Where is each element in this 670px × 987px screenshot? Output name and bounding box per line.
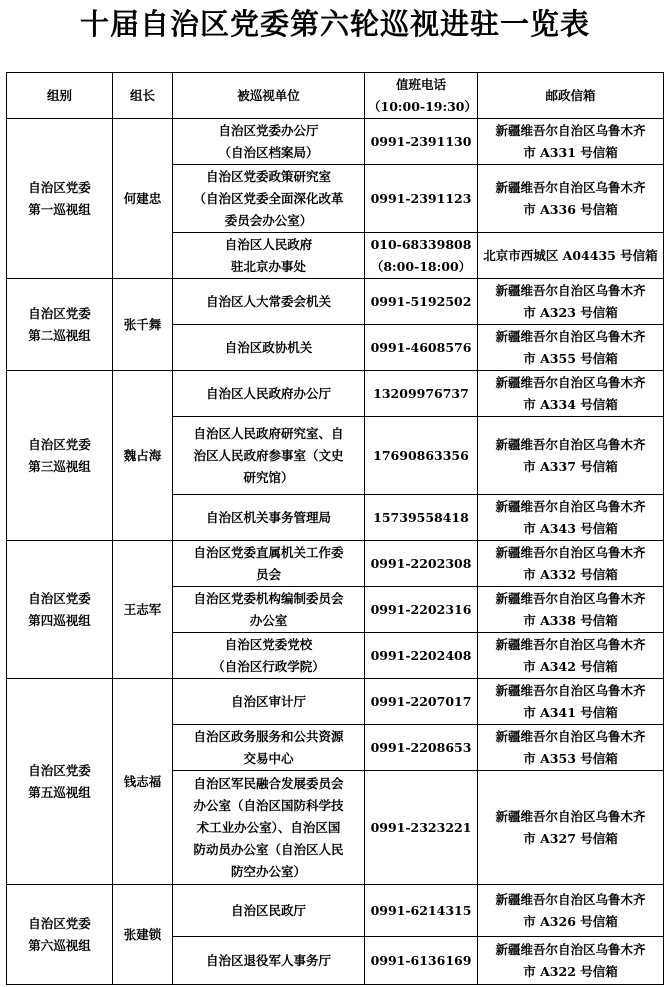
group-name-cell <box>7 541 113 679</box>
postal-box-line: 新疆维吾尔自治区乌鲁木齐 <box>495 179 646 195</box>
postal-box-cell <box>478 165 664 233</box>
postal-box-cell <box>478 233 664 279</box>
postal-box-line: 北京市西城区 A04435 号信箱 <box>483 247 658 263</box>
inspected-unit-line: 研究馆） <box>243 469 294 485</box>
inspected-unit-line: （自治区档案局） <box>218 144 319 160</box>
inspected-unit-cell <box>173 587 365 633</box>
postal-box-line: 市 A341 号信箱 <box>523 704 618 720</box>
duty-phone-line: 0991-2202308 <box>370 555 472 571</box>
postal-box-line: 市 A332 号信箱 <box>523 566 618 582</box>
group-leader-cell: 王志军 <box>113 541 173 679</box>
duty-phone-line: 0991-2391123 <box>370 190 472 206</box>
table-row <box>7 541 664 587</box>
inspected-unit-line: 自治区党委直属机关工作委 <box>193 544 344 560</box>
header-unit: 被巡视单位 <box>173 73 365 119</box>
postal-box-line: 市 A326 号信箱 <box>523 913 618 929</box>
inspected-unit-line: 自治区军民融合发展委员会 <box>193 775 344 791</box>
header-phone-label: 值班电话 <box>395 76 446 92</box>
group-name-line: 自治区党委 <box>28 305 91 321</box>
duty-phone-line: （8:00-18:00） <box>370 258 472 274</box>
duty-phone-line: 0991-4608576 <box>370 339 472 355</box>
inspected-unit-cell <box>173 633 365 679</box>
duty-phone-cell <box>365 937 478 985</box>
table-row <box>7 119 664 165</box>
inspected-unit-cell <box>173 937 365 985</box>
duty-phone-cell <box>365 325 478 371</box>
postal-box-line: 新疆维吾尔自治区乌鲁木齐 <box>495 728 646 744</box>
inspected-unit-cell <box>173 417 365 495</box>
duty-phone-line: 0991-6136169 <box>370 952 472 968</box>
group-name-line: 第一巡视组 <box>28 201 91 217</box>
postal-box-cell <box>478 279 664 325</box>
postal-box-line: 市 A322 号信箱 <box>523 963 618 979</box>
postal-box-line: 市 A353 号信箱 <box>523 750 618 766</box>
duty-phone-line: 0991-2202408 <box>370 647 472 663</box>
duty-phone-cell <box>365 587 478 633</box>
postal-box-line: 市 A343 号信箱 <box>523 520 618 536</box>
duty-phone-cell <box>365 679 478 725</box>
group-name-line: 第二巡视组 <box>28 327 91 343</box>
group-name-cell <box>7 119 113 279</box>
inspected-unit-line: 委员会办公室） <box>224 212 313 228</box>
duty-phone-line: 0991-5192502 <box>370 293 472 309</box>
duty-phone-cell <box>365 725 478 771</box>
inspected-unit-line: 自治区党委党校 <box>224 636 313 652</box>
postal-box-line: 新疆维吾尔自治区乌鲁木齐 <box>495 808 646 824</box>
duty-phone-line: 0991-2208653 <box>370 739 472 755</box>
inspected-unit-cell <box>173 495 365 541</box>
group-name-line: 自治区党委 <box>28 436 91 452</box>
group-leader-cell: 张建锁 <box>113 885 173 985</box>
duty-phone-cell <box>365 495 478 541</box>
postal-box-line: 市 A337 号信箱 <box>523 458 618 474</box>
duty-phone-cell <box>365 371 478 417</box>
postal-box-line: 新疆维吾尔自治区乌鲁木齐 <box>495 941 646 957</box>
duty-phone-cell <box>365 633 478 679</box>
inspected-unit-line: 自治区退役军人事务厅 <box>205 952 331 968</box>
postal-box-line: 市 A336 号信箱 <box>523 201 618 217</box>
inspected-unit-cell <box>173 119 365 165</box>
inspected-unit-line: 自治区政协机关 <box>224 339 313 355</box>
inspected-unit-line: 自治区人民政府研究室、自 <box>193 425 344 441</box>
inspected-unit-line: 办公室（自治区国防科学技 <box>193 797 344 813</box>
inspected-unit-cell <box>173 771 365 885</box>
inspected-unit-line: 防空办公室） <box>230 863 306 879</box>
postal-box-line: 新疆维吾尔自治区乌鲁木齐 <box>495 636 646 652</box>
postal-box-cell <box>478 679 664 725</box>
group-leader-cell: 钱志福 <box>113 679 173 885</box>
postal-box-cell <box>478 371 664 417</box>
postal-box-cell <box>478 325 664 371</box>
header-group: 组别 <box>7 73 113 119</box>
postal-box-line: 新疆维吾尔自治区乌鲁木齐 <box>495 122 646 138</box>
postal-box-cell <box>478 725 664 771</box>
group-name-cell <box>7 279 113 371</box>
group-leader-cell: 魏占海 <box>113 371 173 541</box>
group-name-line: 自治区党委 <box>28 590 91 606</box>
table-row <box>7 679 664 725</box>
duty-phone-line: 17690863356 <box>373 447 469 463</box>
postal-box-cell <box>478 937 664 985</box>
postal-box-cell <box>478 417 664 495</box>
duty-phone-line: 15739558418 <box>373 509 469 525</box>
inspected-unit-line: （自治区行政学院） <box>212 658 325 674</box>
group-name-cell <box>7 679 113 885</box>
table-body <box>7 119 664 985</box>
postal-box-line: 新疆维吾尔自治区乌鲁木齐 <box>495 590 646 606</box>
inspected-unit-line: 员会 <box>255 566 281 582</box>
duty-phone-cell <box>365 279 478 325</box>
inspected-unit-line: 术工业办公室）、自治区国 <box>196 819 341 835</box>
inspected-unit-line: 自治区党委机构编制委员会 <box>193 590 344 606</box>
postal-box-line: 新疆维吾尔自治区乌鲁木齐 <box>495 682 646 698</box>
postal-box-cell <box>478 119 664 165</box>
table-row <box>7 371 664 417</box>
inspection-table <box>6 72 664 985</box>
table-row <box>7 279 664 325</box>
postal-box-line: 新疆维吾尔自治区乌鲁木齐 <box>495 891 646 907</box>
inspected-unit-line: （自治区党委全面深化改革 <box>193 190 344 206</box>
inspected-unit-line: 交易中心 <box>243 750 294 766</box>
inspected-unit-line: 自治区审计厅 <box>230 693 306 709</box>
inspected-unit-line: 自治区人大常委会机关 <box>205 293 331 309</box>
group-name-cell <box>7 371 113 541</box>
inspected-unit-line: 自治区政务服务和公共资源 <box>193 728 344 744</box>
group-leader-cell: 张千舞 <box>113 279 173 371</box>
group-name-line: 自治区党委 <box>28 915 91 931</box>
inspected-unit-cell <box>173 233 365 279</box>
inspected-unit-cell <box>173 165 365 233</box>
postal-box-line: 市 A355 号信箱 <box>523 350 618 366</box>
postal-box-cell <box>478 885 664 937</box>
inspected-unit-cell <box>173 725 365 771</box>
inspected-unit-line: 自治区人民政府 <box>224 236 313 252</box>
duty-phone-line: 010-68339808 <box>370 236 472 252</box>
inspected-unit-cell <box>173 541 365 587</box>
postal-box-line: 新疆维吾尔自治区乌鲁木齐 <box>495 282 646 298</box>
inspected-unit-cell <box>173 885 365 937</box>
table-row <box>7 885 664 937</box>
inspected-unit-line: 防动员办公室（自治区人民 <box>193 841 344 857</box>
group-leader-cell: 何建忠 <box>113 119 173 279</box>
page-title: 十届自治区党委第六轮巡视进驻一览表 <box>79 7 590 41</box>
inspected-unit-cell <box>173 279 365 325</box>
inspected-unit-line: 自治区机关事务管理局 <box>205 509 331 525</box>
inspected-unit-cell <box>173 679 365 725</box>
postal-box-cell <box>478 771 664 885</box>
postal-box-cell <box>478 541 664 587</box>
duty-phone-cell <box>365 165 478 233</box>
postal-box-cell <box>478 633 664 679</box>
postal-box-line: 新疆维吾尔自治区乌鲁木齐 <box>495 498 646 514</box>
group-name-cell <box>7 885 113 985</box>
postal-box-line: 新疆维吾尔自治区乌鲁木齐 <box>495 374 646 390</box>
postal-box-cell <box>478 495 664 541</box>
postal-box-cell <box>478 587 664 633</box>
postal-box-line: 市 A334 号信箱 <box>523 396 618 412</box>
header-mail: 邮政信箱 <box>478 73 664 119</box>
postal-box-line: 市 A327 号信箱 <box>523 830 618 846</box>
duty-phone-line: 0991-2207017 <box>370 693 472 709</box>
duty-phone-cell <box>365 417 478 495</box>
duty-phone-line: 0991-2391130 <box>370 133 472 149</box>
inspected-unit-line: 自治区党委政策研究室 <box>205 168 331 184</box>
group-name-line: 第六巡视组 <box>28 937 91 953</box>
inspected-unit-line: 自治区人民政府办公厅 <box>205 385 331 401</box>
duty-phone-cell <box>365 771 478 885</box>
postal-box-line: 新疆维吾尔自治区乌鲁木齐 <box>495 328 646 344</box>
duty-phone-cell <box>365 885 478 937</box>
duty-phone-line: 13209976737 <box>373 385 469 401</box>
inspected-unit-line: 驻北京办事处 <box>230 258 306 274</box>
duty-phone-cell <box>365 119 478 165</box>
group-name-line: 第三巡视组 <box>28 458 91 474</box>
header-phone <box>365 73 478 119</box>
inspected-unit-cell <box>173 371 365 417</box>
postal-box-line: 新疆维吾尔自治区乌鲁木齐 <box>495 436 646 452</box>
duty-phone-line: 0991-2323221 <box>370 819 472 835</box>
group-name-line: 第四巡视组 <box>28 612 91 628</box>
header-row <box>7 73 664 119</box>
duty-phone-line: 0991-6214315 <box>370 902 472 918</box>
inspected-unit-line: 办公室 <box>249 612 288 628</box>
group-name-line: 第五巡视组 <box>28 784 91 800</box>
postal-box-line: 市 A338 号信箱 <box>523 612 618 628</box>
postal-box-line: 新疆维吾尔自治区乌鲁木齐 <box>495 544 646 560</box>
header-leader: 组长 <box>113 73 173 119</box>
inspected-unit-line: 自治区民政厅 <box>230 902 306 918</box>
group-name-line: 自治区党委 <box>28 762 91 778</box>
inspected-unit-line: 自治区党委办公厅 <box>218 122 319 138</box>
inspected-unit-line: 治区人民政府参事室（文史 <box>193 447 344 463</box>
duty-phone-cell <box>365 541 478 587</box>
duty-phone-line: 0991-2202316 <box>370 601 472 617</box>
header-phone-hours: （10:00-19:30） <box>368 98 477 114</box>
postal-box-line: 市 A323 号信箱 <box>523 304 618 320</box>
inspected-unit-cell <box>173 325 365 371</box>
postal-box-line: 市 A331 号信箱 <box>523 144 618 160</box>
postal-box-line: 市 A342 号信箱 <box>523 658 618 674</box>
duty-phone-cell <box>365 233 478 279</box>
group-name-line: 自治区党委 <box>28 179 91 195</box>
